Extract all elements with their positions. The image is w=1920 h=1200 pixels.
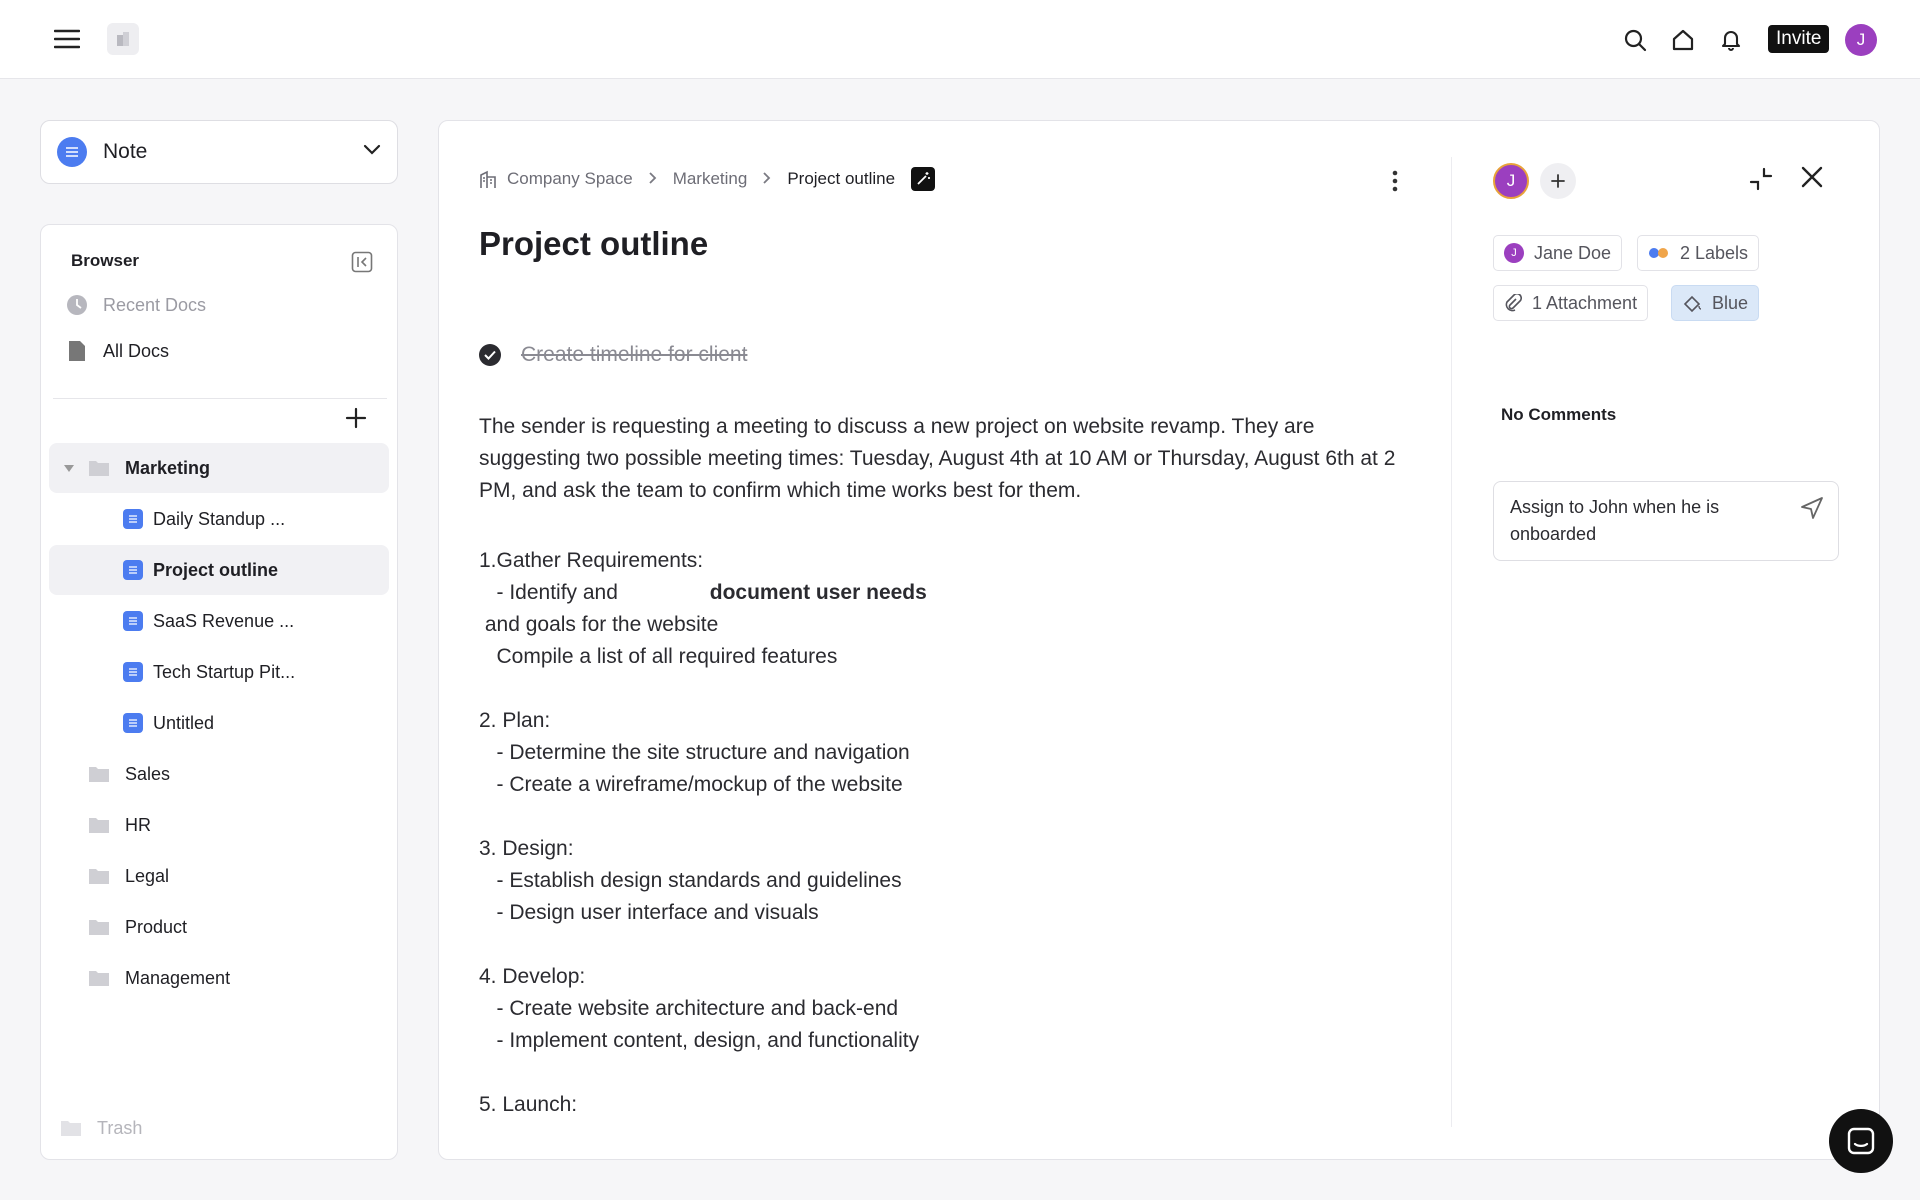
- building-icon: [479, 169, 499, 189]
- sidebar-item-legal[interactable]: [49, 851, 389, 901]
- sidebar-item-label: Management: [125, 967, 231, 988]
- folder-icon: [87, 867, 111, 885]
- invite-button[interactable]: Invite: [1768, 25, 1829, 53]
- assignee-name: Jane Doe: [1534, 242, 1612, 263]
- folder-icon: [87, 459, 111, 477]
- sidebar-item-label: Tech Startup Pit...: [153, 661, 296, 682]
- document-icon: [123, 662, 143, 682]
- section-heading: 5. Launch:: [479, 1093, 578, 1116]
- list-line: Compile a list of all required features: [479, 645, 838, 668]
- sidebar-doc-tech-startup[interactable]: [49, 647, 389, 697]
- file-icon: [65, 340, 89, 362]
- breadcrumb-company-space[interactable]: Company Space: [507, 169, 633, 188]
- sidebar-item-management[interactable]: [49, 953, 389, 1003]
- list-line: - Design user interface and visuals: [479, 901, 819, 924]
- divider: [53, 398, 387, 399]
- section-heading: 2. Plan:: [479, 709, 551, 732]
- sidebar-doc-saas-revenue[interactable]: [49, 596, 389, 646]
- sidebar-item-marketing[interactable]: [49, 443, 389, 493]
- sidebar-item-label: HR: [125, 814, 151, 835]
- top-bar: [0, 0, 1920, 79]
- bold-text: document user needs: [709, 581, 927, 604]
- labels-chip[interactable]: [1637, 235, 1759, 271]
- chat-icon: [1846, 1126, 1876, 1156]
- collapse-sidebar-icon[interactable]: [351, 251, 373, 273]
- workspace-logo-icon[interactable]: [107, 23, 139, 55]
- sidebar-doc-project-outline[interactable]: [49, 545, 389, 595]
- chevron-right-icon: [763, 171, 771, 187]
- list-line: - Identify and document user needs: [479, 581, 927, 604]
- sidebar-item-label: Project outline: [153, 559, 279, 580]
- labels-count: 2 Labels: [1680, 242, 1749, 263]
- folder-icon: [87, 969, 111, 987]
- folder-icon: [87, 765, 111, 783]
- add-member-icon[interactable]: [1540, 163, 1576, 199]
- sidebar-item-all-docs[interactable]: [65, 331, 405, 371]
- home-icon[interactable]: [1667, 24, 1699, 56]
- list-line: - Create a wireframe/mockup of the website: [479, 773, 903, 796]
- assignee-chip[interactable]: [1493, 235, 1622, 271]
- bell-icon[interactable]: [1715, 24, 1747, 56]
- breadcrumb-current: Project outline: [787, 169, 896, 188]
- document-icon: [123, 611, 143, 631]
- sidebar-item-recent-docs[interactable]: [65, 285, 405, 325]
- assignee-avatar-small: J: [1504, 243, 1524, 263]
- sidebar-doc-untitled[interactable]: [49, 698, 389, 748]
- sidebar-doc-daily-standup[interactable]: [49, 494, 389, 544]
- comments-heading: No Comments: [1501, 405, 1617, 424]
- browser-sidebar: [40, 224, 398, 1160]
- task-label: Create timeline for client: [521, 343, 748, 366]
- breadcrumb-marketing[interactable]: Marketing: [672, 169, 748, 188]
- list-line: - Establish design standards and guidelines: [479, 869, 902, 892]
- attachment-count: 1 Attachment: [1532, 292, 1638, 313]
- sidebar-item-label: Legal: [125, 865, 170, 886]
- trash-folder-icon: [59, 1119, 83, 1137]
- comment-input[interactable]: [1493, 481, 1839, 561]
- list-line: - Create website architecture and back-end: [479, 997, 899, 1020]
- magic-wand-icon[interactable]: [911, 167, 935, 191]
- sidebar-item-label: Product: [125, 916, 188, 937]
- document-icon: [123, 509, 143, 529]
- list-line: - Determine the site structure and navigation: [479, 741, 910, 764]
- comment-text: Assign to John when he is onboarded: [1510, 497, 1720, 544]
- sidebar-item-label: SaaS Revenue ...: [153, 610, 295, 631]
- note-icon: [57, 137, 87, 167]
- caret-down-icon: [57, 464, 81, 473]
- sidebar-item-label: Recent Docs: [103, 294, 207, 315]
- folder-icon: [87, 918, 111, 936]
- section-heading: 3. Design:: [479, 837, 574, 860]
- clock-icon: [65, 294, 89, 316]
- color-chip[interactable]: [1671, 285, 1759, 321]
- close-icon[interactable]: [1800, 165, 1832, 197]
- user-avatar[interactable]: J: [1845, 24, 1877, 56]
- chevron-right-icon: [649, 171, 657, 187]
- sidebar-item-hr[interactable]: [49, 800, 389, 850]
- page-title[interactable]: Project outline: [479, 225, 709, 262]
- list-line: - Implement content, design, and functionality: [479, 1029, 920, 1052]
- sidebar-heading: Browser: [71, 251, 140, 270]
- doc-type-label: Note: [103, 140, 148, 163]
- section-heading: 4. Develop:: [479, 965, 586, 988]
- list-line: and goals for the website: [479, 613, 719, 636]
- completed-task[interactable]: [479, 343, 747, 367]
- paint-bucket-icon: [1682, 293, 1702, 313]
- folder-icon: [87, 816, 111, 834]
- labels-icon: [1648, 247, 1670, 259]
- sidebar-item-label: Sales: [125, 763, 171, 784]
- document-body[interactable]: [479, 411, 1419, 1121]
- color-label: Blue: [1712, 292, 1749, 313]
- sidebar-item-product[interactable]: [49, 902, 389, 952]
- summary-paragraph: The sender is requesting a meeting to discuss a new project on website revamp. They are suggesting two possible meeting times: Tuesday, August 4th at 10 AM or Thursday, August 6th at 2 PM, and ask the team to confirm which time works best for them.: [479, 415, 1396, 502]
- add-folder-icon[interactable]: [344, 406, 374, 436]
- sidebar-item-label: Daily Standup ...: [153, 508, 286, 529]
- attachment-chip[interactable]: [1493, 285, 1648, 321]
- sidebar-item-trash[interactable]: [49, 1103, 389, 1153]
- sidebar-item-label: Trash: [97, 1117, 143, 1138]
- chevron-down-icon: [363, 143, 381, 161]
- menu-icon[interactable]: [50, 24, 84, 54]
- minimize-icon[interactable]: [1747, 165, 1779, 197]
- assignee-avatar[interactable]: J: [1493, 163, 1529, 199]
- document-area: [438, 120, 1880, 1160]
- sidebar-item-label: Marketing: [125, 457, 211, 478]
- document-icon: [123, 560, 143, 580]
- sidebar-item-label: All Docs: [103, 340, 170, 361]
- section-heading: 1.Gather Requirements:: [479, 549, 704, 572]
- search-icon[interactable]: [1619, 24, 1651, 56]
- sidebar-item-label: Untitled: [153, 712, 215, 733]
- document-icon: [123, 713, 143, 733]
- doc-type-dropdown[interactable]: [40, 120, 398, 184]
- chat-support-button[interactable]: [1829, 1109, 1893, 1173]
- more-options-icon[interactable]: [1385, 167, 1405, 195]
- check-circle-icon[interactable]: [479, 344, 501, 366]
- paperclip-icon: [1504, 294, 1522, 312]
- send-icon[interactable]: [1800, 496, 1824, 520]
- divider: [1451, 157, 1452, 1127]
- breadcrumb: [479, 167, 935, 191]
- sidebar-item-sales[interactable]: [49, 749, 389, 799]
